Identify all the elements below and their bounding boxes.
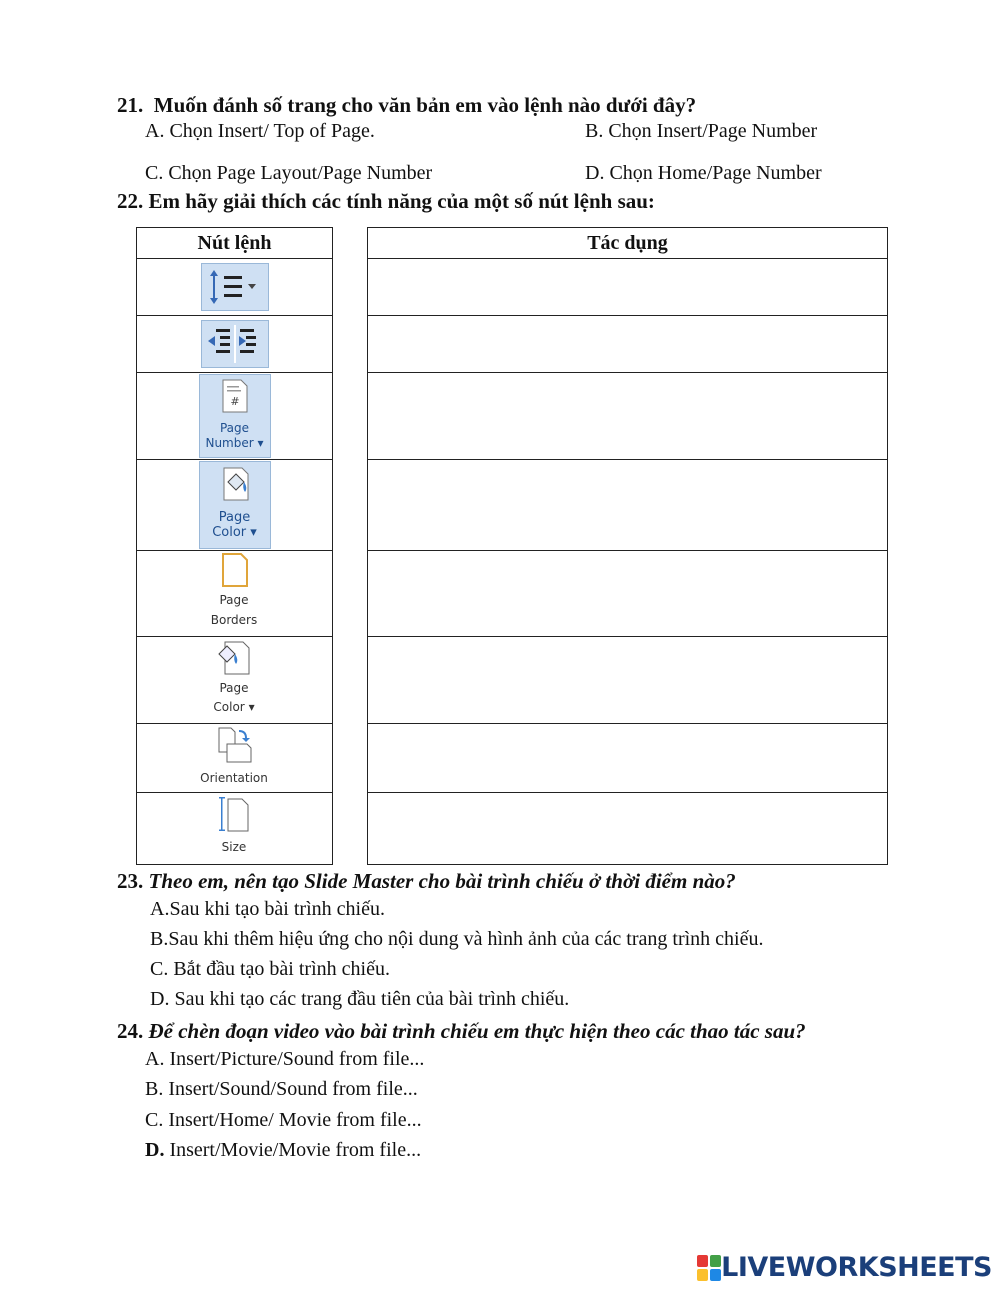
col-header-effect: Tác dụng bbox=[368, 228, 888, 259]
table-row bbox=[137, 793, 333, 865]
option-letter: D. bbox=[145, 1139, 165, 1161]
page-number-icon bbox=[221, 379, 249, 413]
q23-option-c: C. Bắt đầu tạo bài trình chiếu. bbox=[150, 958, 390, 980]
answer-cell[interactable] bbox=[368, 637, 888, 724]
answer-cell[interactable] bbox=[368, 259, 888, 316]
table-row bbox=[137, 373, 333, 460]
indent-icon bbox=[201, 320, 269, 368]
q24-option-a: A. Insert/Picture/Sound from file... bbox=[145, 1048, 425, 1070]
q23-option-d: D. Sau khi tạo các trang đầu tiên của bài trình chiếu. bbox=[150, 988, 570, 1010]
answer-cell[interactable] bbox=[368, 551, 888, 637]
command-icon-table bbox=[136, 227, 333, 865]
icon-label: Page bbox=[219, 681, 249, 695]
table-row bbox=[137, 551, 333, 637]
question-number: 23. bbox=[117, 869, 144, 893]
question-number: 21. bbox=[117, 93, 144, 117]
answer-cell[interactable] bbox=[368, 460, 888, 551]
icon-label: Orientation bbox=[200, 771, 268, 785]
question-text: Để chèn đoạn video vào bài trình chiếu em thực hiện theo các thao tác sau? bbox=[148, 1019, 806, 1043]
q23-option-a: A.Sau khi tạo bài trình chiếu. bbox=[150, 898, 385, 920]
table-row bbox=[137, 259, 333, 316]
icon-label: Color ▾ bbox=[213, 700, 255, 714]
question-text: Muốn đánh số trang cho văn bản em vào lệnh nào dưới đây? bbox=[153, 93, 697, 117]
table-row bbox=[137, 724, 333, 793]
icon-label-text: Number bbox=[205, 436, 254, 450]
q24-option-c: C. Insert/Home/ Movie from file... bbox=[145, 1109, 422, 1131]
question-number: 24. bbox=[117, 1019, 144, 1043]
table-row bbox=[137, 316, 333, 373]
q21-option-c: C. Chọn Page Layout/Page Number bbox=[145, 162, 433, 184]
icon-label: Number ▾ bbox=[205, 436, 264, 450]
question-24 bbox=[117, 1019, 806, 1044]
icon-label: Size bbox=[221, 840, 247, 854]
question-21 bbox=[117, 93, 696, 118]
question-22 bbox=[117, 189, 655, 214]
effect-table bbox=[367, 227, 888, 865]
q21-option-b: B. Chọn Insert/Page Number bbox=[585, 120, 818, 142]
page-number-button bbox=[199, 374, 271, 458]
page-color-icon bbox=[215, 640, 255, 676]
icon-label: Color ▾ bbox=[212, 525, 257, 540]
line-spacing-icon bbox=[201, 263, 269, 311]
icon-label: Borders bbox=[210, 613, 258, 627]
q24-option-d bbox=[145, 1139, 421, 1162]
page-borders-icon bbox=[220, 553, 250, 587]
table-row bbox=[137, 637, 333, 724]
brand-name: LIVEWORKSHEETS bbox=[721, 1252, 992, 1283]
page-color-icon bbox=[218, 466, 252, 502]
svg-text:#: # bbox=[229, 395, 240, 408]
size-icon bbox=[218, 795, 252, 833]
question-text: Em hãy giải thích các tính năng của một số nút lệnh sau: bbox=[148, 189, 655, 213]
page-color-button bbox=[199, 461, 271, 549]
col-header-command: Nút lệnh bbox=[137, 228, 333, 259]
answer-cell[interactable] bbox=[368, 373, 888, 460]
icon-label: Page bbox=[219, 593, 249, 607]
liveworksheets-logo-icon bbox=[697, 1255, 721, 1281]
question-text: Theo em, nên tạo Slide Master cho bài trình chiếu ở thời điểm nào? bbox=[148, 869, 736, 893]
table-row bbox=[137, 460, 333, 551]
answer-cell[interactable] bbox=[368, 724, 888, 793]
q24-option-b: B. Insert/Sound/Sound from file... bbox=[145, 1078, 418, 1100]
icon-label-text: Color bbox=[213, 700, 245, 714]
option-text: Insert/Movie/Movie from file... bbox=[169, 1139, 422, 1161]
q23-option-b: B.Sau khi thêm hiệu ứng cho nội dung và hình ảnh của các trang trình chiếu. bbox=[150, 928, 764, 950]
orientation-icon bbox=[215, 726, 255, 764]
answer-cell[interactable] bbox=[368, 316, 888, 373]
question-23 bbox=[117, 869, 736, 894]
q21-option-d: D. Chọn Home/Page Number bbox=[585, 162, 822, 184]
icon-label: Page bbox=[219, 421, 250, 435]
q21-option-a: A. Chọn Insert/ Top of Page. bbox=[145, 120, 375, 142]
answer-cell[interactable] bbox=[368, 793, 888, 865]
liveworksheets-logo bbox=[697, 1252, 992, 1283]
question-number: 22. bbox=[117, 189, 144, 213]
icon-label: Page bbox=[218, 510, 251, 525]
icon-label-text: Color bbox=[212, 525, 247, 540]
